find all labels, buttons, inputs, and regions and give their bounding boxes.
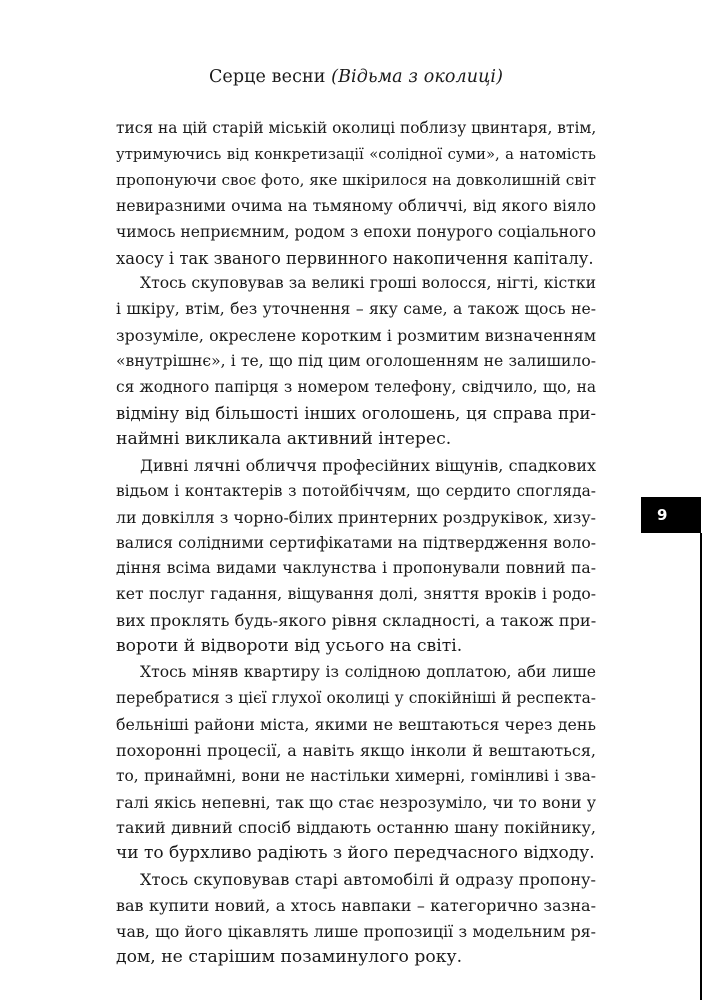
running-head-subtitle: (Відьма з околиці)	[331, 67, 504, 87]
text-line: відьом і контактерів з потойбіччям, що сердито спогляда-	[116, 481, 596, 500]
text-line: утримуючись від конкретизації «солідної суми», а натомість	[116, 145, 596, 163]
text-line: Дивні лячні обличчя професійних віщунів, спадкових	[140, 455, 596, 475]
paragraph	[116, 660, 596, 867]
text-line: дом, не старішим позаминулого року.	[116, 947, 463, 967]
text-line: діння всіма видами чаклунства і пропонували повний па-	[116, 559, 596, 578]
text-line: вих проклять будь-якого рівня складності, а також при-	[116, 611, 596, 631]
text-line: ли довкілля з чорно-білих принтерних роздруківок, хизу-	[116, 507, 596, 527]
text-line: то, принаймні, вони не настільки химерні, гомінливі і зва-	[116, 766, 596, 785]
text-line: валися солідними сертифікатами на підтвердження воло-	[116, 533, 596, 552]
text-line: «внутрішнє», і те, що під цим оголошенням не залишило-	[116, 352, 596, 371]
running-head-title: Серце весни	[208, 67, 332, 87]
paragraph	[116, 271, 596, 452]
text-line: хаосу і так званого первинного накопичення капіталу.	[116, 248, 594, 268]
text-line: похоронні процесії, а навіть якщо інколи й вештаються,	[116, 740, 596, 760]
running-head	[116, 66, 596, 88]
text-line: такий дивний спосіб віддають останню шану покійнику,	[116, 818, 596, 838]
body-text	[116, 116, 596, 971]
page-edge-line	[700, 533, 702, 1000]
text-line: чав, що його цікавлять лише пропозиції з модельним ря-	[116, 922, 596, 942]
page-number-tab	[641, 497, 701, 533]
text-line: вав купити новий, а хтось навпаки – категорично зазна-	[116, 896, 596, 916]
text-line: перебратися з цієї глухої околиці у спокійніші й респекта-	[116, 688, 596, 707]
text-line: і шкіру, втім, без уточнення – яку саме, а також щось не-	[116, 300, 596, 319]
text-line: вороти й відвороти від усього на світі.	[116, 636, 463, 657]
text-line: тися на цій старій міській околиці поблизу цвинтаря, втім,	[116, 119, 596, 137]
text-line: галі якісь непевні, так що стає незрозуміло, чи то вони у	[116, 792, 596, 812]
text-line: чимось неприємним, родом з епохи понурого соціального	[116, 222, 596, 241]
text-line: Хтось міняв квартиру із солідною доплатою, аби лише	[140, 663, 596, 682]
text-line: Хтось скуповував за великі гроші волосся, нігті, кістки	[140, 274, 596, 293]
paragraph	[116, 453, 596, 660]
text-line: чи то бурхливо радіють з його передчасного відходу.	[116, 843, 595, 864]
text-line: пропонуючи своє фото, яке шкірилося на довколишній світ	[116, 170, 596, 189]
text-line: наймні викликала активний інтерес.	[116, 428, 452, 449]
text-line: невиразними очима на тьмяному обличчі, від якого віяло	[116, 196, 596, 215]
paragraph	[116, 116, 596, 271]
page-number: 9	[657, 506, 668, 524]
text-line: зрозуміле, окреслене коротким і розмитим визначенням	[116, 326, 596, 346]
text-line: відміну від більшості інших оголошень, ця справа при-	[116, 403, 596, 423]
paragraph	[116, 867, 596, 971]
text-line: Хтось скуповував старі автомобілі й одразу пропону-	[140, 870, 596, 890]
text-line: ся жодного папірця з номером телефону, свідчило, що, на	[116, 378, 596, 397]
text-line: бельніші райони міста, якими не вештаються через день	[116, 714, 596, 734]
text-line: кет послуг гадання, віщування долі, зняття вроків і родо-	[116, 585, 596, 604]
